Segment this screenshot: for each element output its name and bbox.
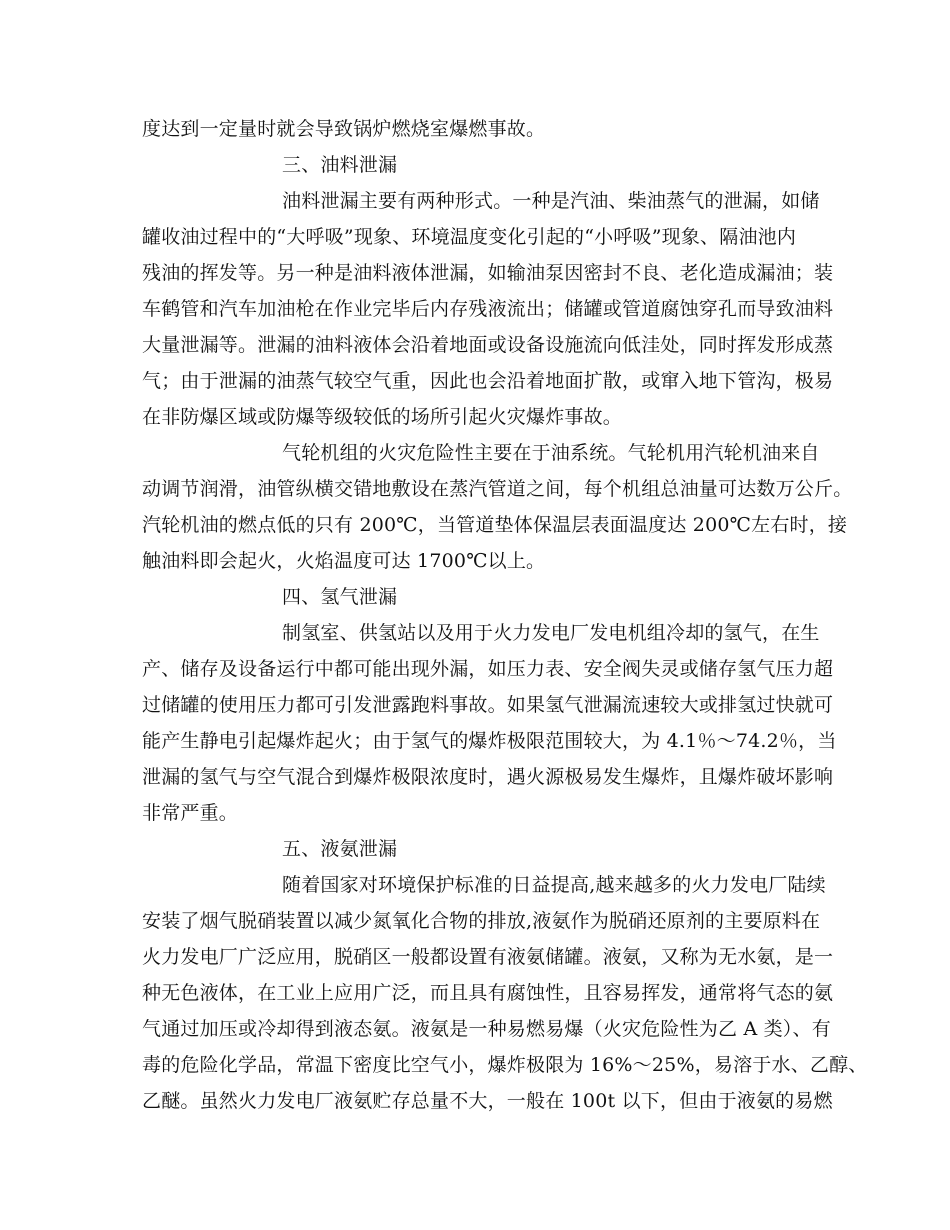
body-text-line: 火力发电厂广泛应用，脱硝区一般都设置有液氨储罐。液氨，又称为无水氨，是一 [142,946,834,968]
paragraph-first-line: 油料泄漏主要有两种形式。一种是汽油、柴油蒸气的泄漏，如储 [282,190,820,212]
body-text-line: 动调节润滑，油管纵横交错地敷设在蒸汽管道之间，每个机组总油量可达数万公斤。 [142,478,853,500]
body-text-line: 度达到一定量时就会导致锅炉燃烧室爆燃事故。 [142,118,546,140]
body-text-line: 产、储存及设备运行中都可能出现外漏，如压力表、安全阀失灵或储存氢气压力超 [142,658,834,680]
body-text-line: 乙醚。虽然火力发电厂液氨贮存总量不大，一般在 100t 以下，但由于液氨的易燃 [142,1090,833,1112]
body-text-line: 汽轮机油的燃点低的只有 200℃，当管道垫体保温层表面温度达 200℃左右时，接 [142,514,848,536]
paragraph-first-line: 气轮机组的火灾危险性主要在于油系统。气轮机用汽轮机油来自 [282,442,820,464]
paragraph-first-line: 随着国家对环境保护标准的日益提高,越来越多的火力发电厂陆续 [282,874,826,896]
body-text-line: 在非防爆区域或防爆等级较低的场所引起火灾爆炸事故。 [142,406,623,428]
body-text-line: 大量泄漏等。泄漏的油料液体会沿着地面或设备设施流向低洼处，同时挥发形成蒸 [142,334,834,356]
body-text-line: 毒的危险化学品，常温下密度比空气小，爆炸极限为 16%～25%，易溶于水、乙醇、 [142,1054,868,1076]
body-text-line: 残油的挥发等。另一种是油料液体泄漏，如输油泵因密封不良、老化造成漏油；装 [142,262,834,284]
body-text-line: 能产生静电引起爆炸起火；由于氢气的爆炸极限范围较大，为 4.1％～74.2％，当 [142,730,837,752]
body-text-line: 车鹤管和汽车加油枪在作业完毕后内存残液流出；储罐或管道腐蚀穿孔而导致油料 [142,298,834,320]
body-text-line: 种无色液体，在工业上应用广泛，而且具有腐蚀性，且容易挥发，通常将气态的氨 [142,982,834,1004]
body-text-line: 过储罐的使用压力都可引发泄露跑料事故。如果氢气泄漏流速较大或排氢过快就可 [142,694,834,716]
section-heading: 三、油料泄漏 [282,154,398,176]
body-text-line: 罐收油过程中的“大呼吸”现象、环境温度变化引起的“小呼吸”现象、隔油池内 [142,226,797,248]
body-text-line: 气；由于泄漏的油蒸气较空气重，因此也会沿着地面扩散，或窜入地下管沟，极易 [142,370,834,392]
body-text-line: 安装了烟气脱硝装置以减少氮氧化合物的排放,液氨作为脱硝还原剂的主要原料在 [142,910,821,932]
paragraph-first-line: 制氢室、供氢站以及用于火力发电厂发电机组冷却的氢气，在生 [282,622,820,644]
body-text-line: 触油料即会起火，火焰温度可达 1700℃以上。 [142,550,546,572]
section-heading: 五、液氨泄漏 [282,838,398,860]
body-text-line: 气通过加压或冷却得到液态氨。液氨是一种易燃易爆（火灾危险性为乙 A 类）、有 [142,1018,831,1040]
body-text-line: 非常严重。 [142,802,239,824]
body-text-line: 泄漏的氢气与空气混合到爆炸极限浓度时，遇火源极易发生爆炸，且爆炸破坏影响 [142,766,834,788]
section-heading: 四、氢气泄漏 [282,586,398,608]
